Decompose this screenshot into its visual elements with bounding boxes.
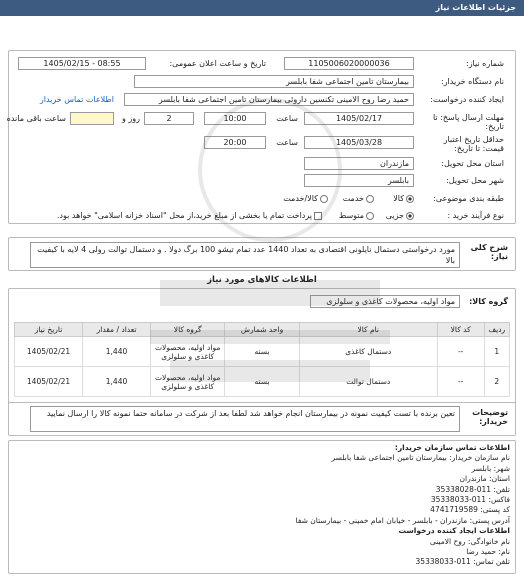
cell-group: مواد اولیه، محصولات کاغذی و سلولزی [151,367,225,397]
cell-name: دستمال کاغذی [299,337,437,367]
goods-table-wrap [14,322,510,397]
process-label: نوع فرآیند خرید : [447,211,504,220]
validity-date-field: 1405/03/28 [304,136,414,149]
radio-icon [366,195,374,203]
col-date: تاریخ نیاز [15,323,83,337]
col-unit: واحد شمارش [225,323,299,337]
cell-code: -- [437,367,484,397]
radio-icon [320,195,328,203]
cell-date: 1405/02/21 [15,337,83,367]
creator-label: ایجاد کننده درخواست: [430,95,504,104]
table-header-row [15,323,510,337]
reply-time-field: 10:00 [204,112,266,125]
announce-field: 1405/02/15 - 08:55 [18,57,146,70]
description-text: مورد درخواستی دستمال نایلونی اقتصادی به تعداد 1440 عدد تمام تیشو 100 برگ دولا . و دستمال توالت رولی 4 لایه با کیفیت بالا [30,242,460,268]
col-qty: تعداد / مقدار [83,323,151,337]
page-header [0,0,524,16]
goods-table [14,322,510,397]
contact-org: نام سازمان خریدار: بیمارستان تامین اجتماعی شفا بابلسر [331,453,510,463]
cell-name: دستمال توالت [299,367,437,397]
cell-code: -- [437,337,484,367]
reply-date-field: 1405/02/17 [304,112,414,125]
col-code: کد کالا [437,323,484,337]
radio-selected-icon [406,212,414,220]
contact-phone: تلفن: 011-35338028 [435,484,510,494]
contact-postal-code: کد پستی: 4741719589 [430,505,510,515]
city-label: شهر محل تحویل: [446,176,504,185]
province-field: مازندران [304,157,414,170]
goods-group-label: گروه کالا: [469,297,508,306]
buyer-field: بیمارستان تامین اجتماعی شفا بابلسر [134,75,414,88]
table-row[interactable] [15,367,510,397]
table-row[interactable] [15,337,510,367]
checkbox-icon [314,212,322,220]
city-field: بابلسر [304,174,414,187]
need-number-label: شماره نیاز: [466,59,504,68]
cell-qty: 1,440 [83,367,151,397]
need-number-field: 1105006020000036 [284,57,414,70]
description-label: شرح کلی نیاز: [470,243,508,261]
category-option-service[interactable]: خدمت [343,194,374,203]
contact-fax: فاکس: 011-35338033 [430,495,510,505]
province-label: استان محل تحویل: [441,159,504,168]
contact-title: اطلاعات تماس سازمان خریدار: [394,443,510,452]
announce-label: تاریخ و ساعت اعلان عمومی: [169,59,266,68]
category-label: طبقه بندی موضوعی: [433,194,504,203]
page-title: جزئیات اطلاعات نیاز [435,3,516,12]
validity-time-field: 20:00 [204,136,266,149]
cell-qty: 1,440 [83,337,151,367]
remaining-label: ساعت باقی مانده [6,114,66,123]
creator-field: حمید رضا روح الامینی تکنسین داروئی بیمارستان تامین اجتماعی شفا بابلسر [124,93,414,106]
reply-date-label: تاریخ: [485,122,504,131]
buyer-notes-text: تعین برنده با تست کیفیت نمونه در بیمارستان انجام خواهد شد لطفا بعد از شرکت در سامانه حتما نمونه کالا را ارسال نمایید [30,406,460,432]
radio-selected-icon [406,195,414,203]
creator-lastname: نام خانوادگی: روح الامینی [429,536,510,546]
remaining-hours-field [70,112,114,125]
reply-time-label: ساعت [276,114,298,123]
validity-label-1: حداقل تاریخ اعتبار [443,135,504,144]
col-row: ردیف [484,323,509,337]
contact-address: آدرس پستی: مازندران - بابلسر - خیابان امام خمینی - بیمارستان شفا [295,515,510,525]
goods-section-title: اطلاعات کالاهای مورد نیاز [207,275,317,285]
contact-city: شهر: بابلسر [471,463,510,473]
days-label: روز و [122,114,140,123]
reply-deadline-label: مهلت ارسال پاسخ: تا [432,113,504,122]
cell-date: 1405/02/21 [15,367,83,397]
radio-icon [366,212,374,220]
buyer-contact-link[interactable]: اطلاعات تماس خریدار [39,95,114,104]
cell-row: 1 [484,337,509,367]
process-option-minor[interactable]: جزیی [386,211,414,220]
cell-group: مواد اولیه، محصولات کاغذی و سلولزی [151,337,225,367]
col-name: نام کالا [299,323,437,337]
goods-group-field: مواد اولیه، محصولات کاغذی و سلولزی [310,295,460,308]
buyer-label: نام دستگاه خریدار: [441,77,504,86]
contact-province: استان: مازندران [459,474,510,484]
validity-label-2: قیمت: تا تاریخ: [454,144,504,153]
cell-unit: بسته [225,367,299,397]
buyer-notes-label: توضیحات خریدار: [472,408,508,426]
col-group: گروه کالا [151,323,225,337]
validity-time-label: ساعت [276,138,298,147]
process-option-medium[interactable]: متوسط [339,211,374,220]
cell-row: 2 [484,367,509,397]
treasury-checkbox[interactable]: پرداخت تمام یا بخشی از مبلغ خرید،از محل "اسناد خزانه اسلامی" خواهد بود. [57,211,322,220]
contact-block [296,443,510,568]
creator-firstname: نام: حمید رضا [466,547,510,557]
days-field: 2 [144,112,194,125]
category-option-goods-service[interactable]: کالا/خدمت [283,194,328,203]
category-option-goods[interactable]: کالا [393,194,414,203]
creator-phone: تلفن تماس: 011-35338033 [415,557,510,567]
cell-unit: بسته [225,337,299,367]
creator-info-title: اطلاعات ایجاد کننده درخواست [398,526,510,536]
